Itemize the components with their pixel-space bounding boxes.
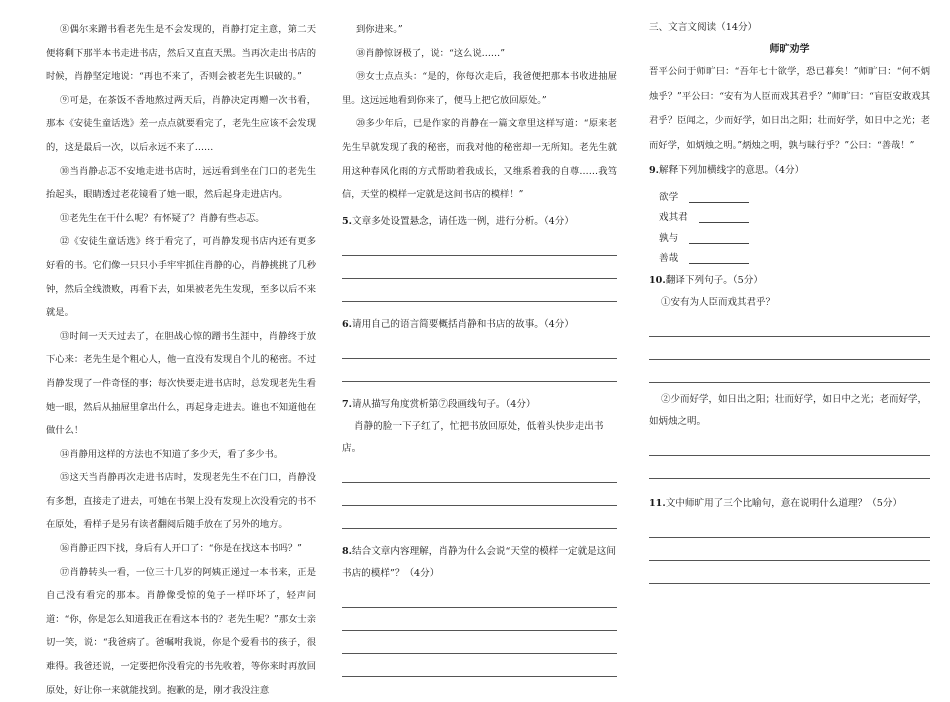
question-text: 请从描写角度赏析第⑦段画线句子。（4分） xyxy=(352,398,536,410)
question-number: 6. xyxy=(342,318,353,330)
paragraph-11: ⑪老先生在干什么呢？有怀疑了？肖静有些忐忑。 xyxy=(60,212,265,224)
vocab-row xyxy=(649,203,930,224)
question-9 xyxy=(649,160,930,182)
paragraph-8: ⑧偶尔来蹭书看老先生是不会发现的，肖静打定主意，第二天便将剩下那半本书走进书店，然后又直直天黑。当再次走出书店的时候，肖静坚定地说：“再也不来了，否则会被老先生识破的。” xyxy=(46,24,316,83)
answer-line[interactable] xyxy=(342,460,617,483)
vocab-word: 戏其君 xyxy=(659,212,688,223)
question-8 xyxy=(342,541,617,585)
question-number: 9. xyxy=(649,165,660,176)
vocab-row xyxy=(649,182,930,203)
answer-line[interactable] xyxy=(342,336,617,359)
paragraph-13: ⑬时间一天天过去了，在胆战心惊的蹭书生涯中，肖静终于放下心来：老先生是个粗心人，他一直没有发现自个儿的秘密。不过肖静发现了一件奇怪的事；每次快要走进书店时，总发现老先生看她一眼，然后从抽屉里拿出什么，再起身走进去。谁也不知道他在做什么！ xyxy=(46,330,316,437)
paragraph-15: ⑮这天当肖静再次走进书店时，发现老先生不在门口，肖静没有多想，直接走了进去，可她在书架上没有发现上次没看完的书不在原处，看样子是另有读者翻阅后随手放在了另外的地方。 xyxy=(46,472,316,531)
question-6 xyxy=(342,314,617,336)
paragraph-20: ⑳多少年后，已是作家的肖静在一篇文章里这样写道：“原来老先生早就发现了我的秘密，而我对他的秘密却一无所知。老先生就用这种春风化雨的方式帮助着我成长，又维系着我的自尊……我笃信，天堂的模样一定就是这间书店的模样！” xyxy=(342,118,617,201)
classical-passage: 晋平公问于师旷曰：“吾年七十欲学，恐已暮矣！”师旷曰：“何不炳烛乎？”平公曰：“安有为人臣而戏其君乎？”师旷曰：“盲臣安敢戏其君乎？臣闻之，少而好学，如日出之阳；壮而好学，如日中之光；老而好学，如炳烛之明。”炳烛之明，孰与昧行乎？”公曰：“善哉！” xyxy=(649,66,930,151)
question-5 xyxy=(342,211,617,233)
answer-line[interactable] xyxy=(649,561,930,584)
answer-line[interactable] xyxy=(649,360,930,383)
question-text: 请用自己的语言简要概括肖静和书店的故事。（4分） xyxy=(352,318,574,330)
answer-line[interactable] xyxy=(649,433,930,456)
section-heading: 三、文言文阅读（14分） xyxy=(649,22,758,33)
paragraph-12: ⑫《安徒生童话选》终于看完了，可肖静发现书店内还有更多好看的书。它们像一只只小手牢牢抓住肖静的心，肖静挑挑了几秒钟，然后全线溃败，再看下去，如果被老先生发现，至多以后不来就是。 xyxy=(46,236,316,319)
question-number: 10. xyxy=(649,275,666,286)
question-number: 7. xyxy=(342,398,353,410)
answer-line[interactable] xyxy=(342,483,617,506)
paragraph-17-end: 到你进来。” xyxy=(356,24,403,35)
answer-line[interactable] xyxy=(342,233,617,256)
answer-line[interactable] xyxy=(649,337,930,360)
question-number: 8. xyxy=(342,545,353,557)
sentence-2: ②少而好学，如日出之阳；壮而好学，如日中之光；老而好学，如炳烛之明。 xyxy=(649,394,928,427)
paragraph-9: ⑨可是，在茶饭不香地熬过两天后，肖静决定再赠一次书看，那本《安徒生童话选》差一点点就要看完了，老先生应该不会发现的，这是最后一次，以后永远不来了…… xyxy=(46,94,316,153)
answer-line[interactable] xyxy=(649,314,930,337)
question-11 xyxy=(649,493,930,515)
vocab-word: 孰与 xyxy=(659,232,679,244)
passage-title: 师旷劝学 xyxy=(769,44,810,55)
paragraph-16: ⑯肖静正四下找，身后有人开口了：“你是在找这本书吗？” xyxy=(60,543,302,555)
answer-line[interactable] xyxy=(342,585,617,608)
answer-line[interactable] xyxy=(342,608,617,631)
question-text: 解释下列加横线字的意思。（4分） xyxy=(659,165,805,176)
answer-blank[interactable] xyxy=(689,188,749,203)
answer-line[interactable] xyxy=(649,538,930,561)
right-column xyxy=(635,0,950,672)
answer-line[interactable] xyxy=(342,279,617,302)
answer-blank[interactable] xyxy=(699,208,749,223)
paragraph-14: ⑭肖静用这样的方法也不知道了多少天，看了多少书。 xyxy=(60,448,284,460)
question-number: 5. xyxy=(342,215,353,227)
vocab-row xyxy=(649,223,930,244)
answer-line[interactable] xyxy=(342,654,617,677)
vocab-word: 欲学 xyxy=(659,191,679,203)
answer-line[interactable] xyxy=(649,456,930,479)
middle-column xyxy=(330,0,635,672)
answer-line[interactable] xyxy=(342,631,617,654)
question-text: 文章多处设置悬念，请任选一例，进行分析。（4分） xyxy=(352,215,574,227)
answer-line[interactable] xyxy=(649,515,930,538)
question-7-quote: 肖静的脸一下子红了，忙把书放回原处，低着头快步走出书店。 xyxy=(342,420,604,454)
question-7 xyxy=(342,394,617,416)
question-text: 文中师旷用了三个比喻句，意在说明什么道理？（5分） xyxy=(665,498,903,509)
vocab-row xyxy=(649,244,930,265)
question-text: 结合文章内容理解，肖静为什么会说“天堂的模样一定就是这间书店的模样”？（4分） xyxy=(342,545,616,579)
answer-blank[interactable] xyxy=(689,229,749,244)
paragraph-19: ⑲女士点点头：“是的，你每次走后，我爸便把那本书收进抽屉里。这远远地看到你来了，便马上把它放回原处。” xyxy=(342,71,617,106)
left-column xyxy=(0,0,330,696)
answer-line[interactable] xyxy=(342,256,617,279)
answer-blank[interactable] xyxy=(689,249,749,264)
sentence-1: ①安有为人臣而戏其君乎？ xyxy=(661,297,776,308)
answer-line[interactable] xyxy=(342,506,617,529)
question-number: 11. xyxy=(649,498,666,509)
paragraph-10: ⑩当肖静忐忑不安地走进书店时，远远看到坐在门口的老先生抬起头，眼睛透过老花镜看了她一眼，然后起身走进店内。 xyxy=(46,165,316,201)
question-10 xyxy=(649,270,930,292)
question-text: 翻译下列句子。（5分） xyxy=(665,275,763,286)
paragraph-17: ⑰肖静转头一看，一位三十几岁的阿姨正递过一本书来，正是自己没有看完的那本。肖静像受惊的兔子一样吓坏了，轻声问道：“你，你是怎么知道我正在看这本书的？老先生呢？”那女士亲切一笑，说：“我爸病了。爸嘱咐我说，你是个爱看书的孩子，很难得。我爸还说，一定要把你没看完的书先收着，等你来时再放回原处，好让你一来就能找到。抱歉的是，刚才我没注意 xyxy=(46,566,316,696)
vocab-word: 善哉 xyxy=(659,253,679,264)
answer-line[interactable] xyxy=(342,359,617,382)
paragraph-18: ⑱肖静惊讶极了，说：“这么说……” xyxy=(356,47,505,59)
